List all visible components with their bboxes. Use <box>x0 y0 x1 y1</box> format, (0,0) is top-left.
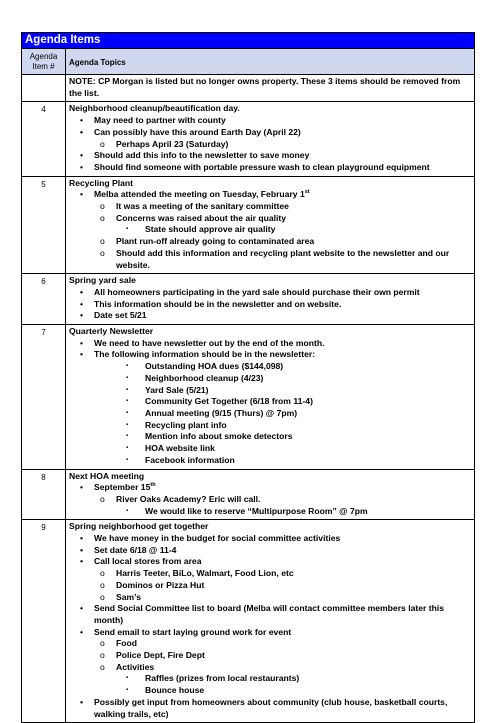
bullet-disc-icon: • <box>80 161 84 172</box>
agenda-header: Agenda Items <box>22 33 475 49</box>
bullet-text: Police Dept, Fire Dept <box>116 650 205 661</box>
bullet-item-level-3 <box>69 373 471 385</box>
bullet-text: Send email to start laying ground work for event <box>94 626 292 637</box>
bullet-text: Perhaps April 23 (Saturday) <box>116 138 229 149</box>
bullet-item-level-1 <box>69 697 471 720</box>
agenda-item-row <box>22 176 475 274</box>
item-number: 9 <box>22 520 66 723</box>
bullet-circle-icon: o <box>100 638 105 649</box>
agenda-item-row <box>22 325 475 469</box>
bullet-square-icon: ▪ <box>126 507 129 514</box>
bullet-text: We have money in the budget for social committee activities <box>94 533 341 544</box>
bullet-disc-icon: • <box>80 482 84 493</box>
bullet-circle-icon: o <box>100 579 105 590</box>
bullet-item-level-1 <box>69 189 471 201</box>
bullet-text: Activities <box>116 661 155 672</box>
bullet-disc-icon: • <box>80 126 84 137</box>
bullet-item-level-2 <box>69 236 471 248</box>
item-title: Neighborhood cleanup/beautification day. <box>69 103 240 114</box>
bullet-item-level-1 <box>69 482 471 494</box>
bullet-circle-icon: o <box>100 591 105 602</box>
item-title: Spring yard sale <box>69 275 136 286</box>
bullet-disc-icon: • <box>80 150 84 161</box>
bullet-text: This information should be in the newsletter and on website. <box>94 298 342 309</box>
table-header-row <box>22 33 475 49</box>
bullet-text: Plant run-off already going to contaminated area <box>116 236 315 247</box>
bullet-item-level-3 <box>69 685 471 697</box>
bullet-disc-icon: • <box>80 626 84 637</box>
bullet-item-level-2 <box>69 592 471 604</box>
note-text: NOTE: CP Morgan is listed but no longer owns property. These 3 items should be removed from the list. <box>69 76 461 98</box>
bullet-text: Facebook information <box>145 454 235 465</box>
bullet-text: Send Social Committee list to board (Melba will contact committee members later this month) <box>94 603 445 625</box>
bullet-square-icon: ▪ <box>126 409 129 416</box>
bullet-text: Annual meeting (9/15 (Thurs) @ 7pm) <box>145 407 298 418</box>
item-number: 7 <box>22 325 66 469</box>
bullet-square-icon: ▪ <box>126 386 129 393</box>
bullet-text: All homeowners participating in the yard sale should purchase their own permit <box>94 286 420 297</box>
item-content <box>66 325 475 469</box>
bullet-item-level-1 <box>69 299 471 311</box>
bullet-text: Community Get Together (6/18 from 11-4) <box>145 396 313 407</box>
bullet-item-level-3 <box>69 408 471 420</box>
bullet-text: State should approve air quality <box>145 224 276 235</box>
bullet-text: Mention info about smoke detectors <box>145 431 293 442</box>
bullet-square-icon: ▪ <box>126 456 129 463</box>
bullet-text: Can possibly have this around Earth Day (April 22) <box>94 126 301 137</box>
bullet-text: Sam’s <box>116 591 142 602</box>
bullet-circle-icon: o <box>100 201 105 212</box>
agenda-item-row <box>22 469 475 520</box>
bullet-text: Should add this info to the newsletter to save money <box>94 150 310 161</box>
bullet-disc-icon: • <box>80 310 84 321</box>
bullet-item-level-3 <box>69 396 471 408</box>
bullet-item-level-1 <box>69 533 471 545</box>
bullet-square-icon: ▪ <box>126 687 129 694</box>
bullet-item-level-2 <box>69 568 471 580</box>
bullet-item-level-3 <box>69 385 471 397</box>
bullet-text: Should find someone with portable pressure wash to clean playground equipment <box>94 161 430 172</box>
agenda-item-row <box>22 520 475 723</box>
item-number: 4 <box>22 102 66 176</box>
note-row <box>22 75 475 102</box>
bullet-item-level-2 <box>69 494 471 506</box>
bullet-circle-icon: o <box>100 493 105 504</box>
bullet-item-level-3 <box>69 455 471 467</box>
item-content <box>66 520 475 723</box>
bullet-item-level-2 <box>69 650 471 662</box>
bullet-circle-icon: o <box>100 661 105 672</box>
bullet-text: It was a meeting of the sanitary committee <box>116 201 289 212</box>
bullet-text: Should add this information and recycling plant website to the newsletter and our website. <box>116 247 450 270</box>
bullet-text: Yard Sale (5/21) <box>145 384 209 395</box>
bullet-square-icon: ▪ <box>126 226 129 233</box>
bullet-text: Food <box>116 638 137 649</box>
bullet-item-level-3 <box>69 224 471 236</box>
item-content <box>66 102 475 176</box>
bullet-circle-icon: o <box>100 236 105 247</box>
bullet-item-level-3 <box>69 506 471 518</box>
bullet-circle-icon: o <box>100 247 105 258</box>
agenda-item-row <box>22 274 475 325</box>
bullet-item-level-1 <box>69 115 471 127</box>
bullet-item-level-1 <box>69 287 471 299</box>
bullet-square-icon: ▪ <box>126 433 129 440</box>
bullet-text: Set date 6/18 @ 11-4 <box>94 544 177 555</box>
agenda-item-row <box>22 102 475 176</box>
bullet-text: The following information should be in the newsletter: <box>94 349 316 360</box>
column-header-item-number: Agenda Item # <box>22 49 66 75</box>
item-content <box>66 469 475 520</box>
bullet-item-level-1 <box>69 127 471 139</box>
bullet-item-level-2 <box>69 638 471 650</box>
item-number <box>22 75 66 102</box>
bullet-circle-icon: o <box>100 650 105 661</box>
item-number: 5 <box>22 176 66 274</box>
bullet-item-level-1 <box>69 556 471 568</box>
bullet-item-level-2 <box>69 139 471 151</box>
bullet-disc-icon: • <box>80 603 84 614</box>
bullet-item-level-1 <box>69 545 471 557</box>
agenda-table <box>21 32 475 723</box>
item-title: Spring neighborhood get together <box>69 521 209 532</box>
bullet-text: Outstanding HOA dues ($144,098) <box>145 361 284 372</box>
item-title: Quarterly Newsletter <box>69 326 154 337</box>
bullet-square-icon: ▪ <box>126 374 129 381</box>
bullet-circle-icon: o <box>100 212 105 223</box>
item-content <box>66 274 475 325</box>
bullet-item-level-3 <box>69 420 471 432</box>
bullet-circle-icon: o <box>100 138 105 149</box>
bullet-text: Possibly get input from homeowners about community (club house, basketball courts, walking trails, etc) <box>94 696 448 719</box>
bullet-square-icon: ▪ <box>126 398 129 405</box>
item-number: 6 <box>22 274 66 325</box>
bullet-item-level-3 <box>69 673 471 685</box>
bullet-text: River Oaks Academy? Eric will call. <box>116 493 261 504</box>
bullet-disc-icon: • <box>80 286 84 297</box>
bullet-text: Bounce house <box>145 685 205 696</box>
bullet-disc-icon: • <box>80 349 84 360</box>
bullet-item-level-1 <box>69 310 471 322</box>
bullet-item-level-2 <box>69 580 471 592</box>
item-content <box>66 176 475 274</box>
bullet-text: HOA website link <box>145 443 215 454</box>
bullet-circle-icon: o <box>100 568 105 579</box>
bullet-item-level-2 <box>69 248 471 271</box>
bullet-item-level-1 <box>69 338 471 350</box>
bullet-text: Dominos or Pizza Hut <box>116 579 205 590</box>
bullet-item-level-1 <box>69 150 471 162</box>
bullet-item-level-3 <box>69 361 471 373</box>
bullet-text: September 15 <box>94 482 151 493</box>
ordinal-suffix: st <box>304 189 310 196</box>
item-number: 8 <box>22 469 66 520</box>
note-cell <box>66 75 475 102</box>
bullet-disc-icon: • <box>80 696 84 707</box>
bullet-item-level-1 <box>69 162 471 174</box>
bullet-text: Harris Teeter, BiLo, Walmart, Food Lion, etc <box>116 568 294 579</box>
bullet-text: Concerns was raised about the air quality <box>116 212 287 223</box>
bullet-disc-icon: • <box>80 544 84 555</box>
bullet-item-level-2 <box>69 662 471 674</box>
bullet-text: Melba attended the meeting on Tuesday, February 1 <box>94 189 305 200</box>
ordinal-suffix: th <box>150 482 156 489</box>
item-title: Next HOA meeting <box>69 470 145 481</box>
column-header-row <box>22 49 475 75</box>
bullet-text: Call local stores from area <box>94 556 202 567</box>
bullet-item-level-3 <box>69 443 471 455</box>
bullet-text: We would like to reserve “Multipurpose Room” @ 7pm <box>145 505 368 516</box>
bullet-item-level-1 <box>69 349 471 361</box>
bullet-square-icon: ▪ <box>126 445 129 452</box>
item-title: Recycling Plant <box>69 177 133 188</box>
bullet-disc-icon: • <box>80 189 84 200</box>
bullet-disc-icon: • <box>80 556 84 567</box>
bullet-disc-icon: • <box>80 533 84 544</box>
bullet-item-level-2 <box>69 213 471 225</box>
bullet-disc-icon: • <box>80 298 84 309</box>
bullet-square-icon: ▪ <box>126 675 129 682</box>
bullet-text: Neighborhood cleanup (4/23) <box>145 372 264 383</box>
bullet-text: We need to have newsletter out by the end of the month. <box>94 337 325 348</box>
bullet-disc-icon: • <box>80 115 84 126</box>
bullet-text: Date set 5/21 <box>94 310 147 321</box>
bullet-item-level-1 <box>69 603 471 626</box>
bullet-text: Recycling plant info <box>145 419 227 430</box>
bullet-item-level-1 <box>69 627 471 639</box>
bullet-square-icon: ▪ <box>126 421 129 428</box>
column-header-topics: Agenda Topics <box>66 49 475 75</box>
bullet-item-level-2 <box>69 201 471 213</box>
bullet-text: Raffles (prizes from local restaurants) <box>145 673 300 684</box>
bullet-item-level-3 <box>69 431 471 443</box>
bullet-disc-icon: • <box>80 337 84 348</box>
bullet-square-icon: ▪ <box>126 363 129 370</box>
bullet-text: May need to partner with county <box>94 115 226 126</box>
